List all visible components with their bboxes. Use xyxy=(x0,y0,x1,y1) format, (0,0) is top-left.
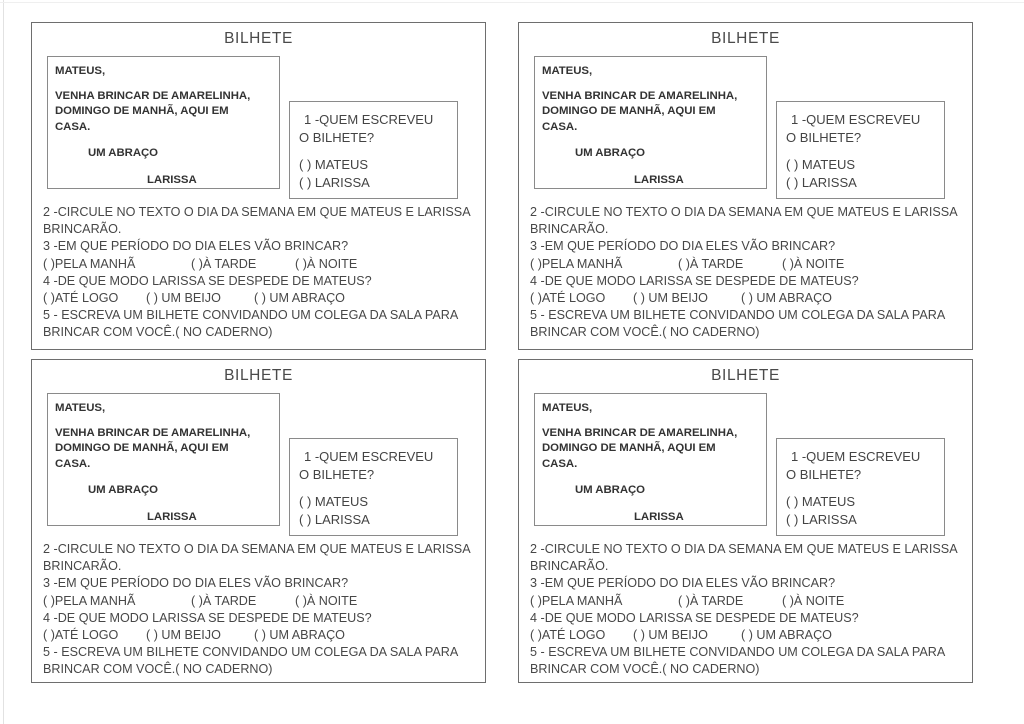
scan-edge-left xyxy=(3,0,4,724)
question-1-option-mateus[interactable]: ( ) MATEUS xyxy=(299,494,369,509)
question-1-prompt-line-1: 1 -QUEM ESCREVEU xyxy=(791,449,921,464)
question-1-prompt-line-1: 1 -QUEM ESCREVEU xyxy=(304,112,434,127)
question-1-options xyxy=(786,493,944,528)
question-1-option-larissa[interactable]: ( ) LARISSA xyxy=(786,511,857,527)
question-1-option-mateus[interactable]: ( ) MATEUS xyxy=(786,494,856,509)
question-5-line-2: BRINCAR COM VOCÊ.( NO CADERNO) xyxy=(43,662,273,677)
question-2-line-1: 2 -CIRCULE NO TEXTO O DIA DA SEMANA EM QUE MATEUS E LARISSA xyxy=(43,205,471,219)
question-2-line-2: BRINCARÃO. xyxy=(43,559,122,574)
worksheet-copy-bottom-left xyxy=(31,359,486,683)
question-4-option-um-beijo[interactable]: ( ) UM BEIJO xyxy=(146,291,221,306)
question-4-option-um-abraco[interactable]: ( ) UM ABRAÇO xyxy=(741,628,832,643)
page-title: BILHETE xyxy=(224,367,293,384)
question-3-option-manha[interactable]: ( )PELA MANHÃ xyxy=(43,256,136,271)
question-2-line-2: BRINCARÃO. xyxy=(43,222,122,237)
question-4-prompt: 4 -DE QUE MODO LARISSA SE DESPEDE DE MATEUS? xyxy=(530,273,859,288)
question-4-option-um-beijo[interactable]: ( ) UM BEIJO xyxy=(633,628,708,643)
question-3-options xyxy=(530,256,962,273)
letter-closing: UM ABRAÇO xyxy=(88,484,158,496)
question-5-line-1: 5 - ESCREVA UM BILHETE CONVIDANDO UM COLEGA DA SALA PARA xyxy=(530,645,946,660)
letter-body-line-3: CASA. xyxy=(542,120,578,133)
question-2-line-1: 2 -CIRCULE NO TEXTO O DIA DA SEMANA EM QUE MATEUS E LARISSA xyxy=(530,205,958,219)
letter-spacer xyxy=(55,135,279,146)
question-2-line-2: BRINCARÃO. xyxy=(530,559,609,574)
question-1-box xyxy=(289,438,458,536)
question-1-prompt-line-1: 1 -QUEM ESCREVEU xyxy=(304,449,434,464)
question-3-option-noite[interactable]: ( )À NOITE xyxy=(295,256,358,271)
question-5-line-2: BRINCAR COM VOCÊ.( NO CADERNO) xyxy=(43,325,273,340)
question-4-option-ate-logo[interactable]: ( )ATÉ LOGO xyxy=(43,291,119,306)
worksheet-copy-top-right xyxy=(518,22,973,350)
question-3-option-manha[interactable]: ( )PELA MANHÃ xyxy=(43,593,136,608)
page-title: BILHETE xyxy=(224,30,293,47)
letter-note-box xyxy=(47,56,280,189)
letter-body-line-3: CASA. xyxy=(542,457,578,470)
question-3-option-tarde[interactable]: ( )À TARDE xyxy=(678,256,744,271)
letter-signature: LARISSA xyxy=(147,510,197,523)
page-title: BILHETE xyxy=(711,367,780,384)
letter-salutation: MATEUS, xyxy=(55,65,106,77)
question-1-options xyxy=(299,156,457,191)
question-list xyxy=(530,541,962,679)
letter-note-box xyxy=(534,393,767,526)
letter-body-line-1: VENHA BRINCAR DE AMARELINHA, xyxy=(55,89,251,102)
question-5-line-1: 5 - ESCREVA UM BILHETE CONVIDANDO UM COLEGA DA SALA PARA xyxy=(530,308,946,323)
question-1-box xyxy=(776,101,945,199)
worksheet-copy-top-left xyxy=(31,22,486,350)
letter-spacer xyxy=(55,417,279,426)
question-4-option-um-abraco[interactable]: ( ) UM ABRAÇO xyxy=(741,291,832,306)
question-2-line-1: 2 -CIRCULE NO TEXTO O DIA DA SEMANA EM QUE MATEUS E LARISSA xyxy=(43,542,471,556)
question-3-option-tarde[interactable]: ( )À TARDE xyxy=(191,593,257,608)
letter-signature: LARISSA xyxy=(634,173,684,186)
question-list xyxy=(43,541,475,679)
letter-salutation: MATEUS, xyxy=(542,65,593,77)
letter-spacer xyxy=(55,499,279,510)
question-1-prompt-line-2: O BILHETE? xyxy=(299,467,375,482)
question-4-option-ate-logo[interactable]: ( )ATÉ LOGO xyxy=(43,628,119,643)
letter-spacer xyxy=(542,135,766,146)
letter-spacer xyxy=(542,499,766,510)
question-1-options xyxy=(299,493,457,528)
question-1-box xyxy=(289,101,458,199)
question-list xyxy=(530,204,962,342)
page-title: BILHETE xyxy=(711,30,780,47)
question-3-prompt: 3 -EM QUE PERÍODO DO DIA ELES VÃO BRINCAR? xyxy=(43,239,349,254)
question-3-prompt: 3 -EM QUE PERÍODO DO DIA ELES VÃO BRINCAR? xyxy=(530,576,836,591)
question-4-options xyxy=(43,290,475,307)
question-1-prompt-line-2: O BILHETE? xyxy=(786,467,862,482)
question-4-options xyxy=(530,290,962,307)
question-1-prompt-line-1: 1 -QUEM ESCREVEU xyxy=(791,112,921,127)
question-3-option-manha[interactable]: ( )PELA MANHÃ xyxy=(530,593,623,608)
letter-note-box xyxy=(534,56,767,189)
letter-body-line-2: DOMINGO DE MANHÃ, AQUI EM xyxy=(542,442,716,454)
question-1-option-mateus[interactable]: ( ) MATEUS xyxy=(786,157,856,172)
letter-closing: UM ABRAÇO xyxy=(575,484,645,496)
question-3-prompt: 3 -EM QUE PERÍODO DO DIA ELES VÃO BRINCAR? xyxy=(530,239,836,254)
question-1-prompt-line-2: O BILHETE? xyxy=(786,130,862,145)
question-4-option-um-abraco[interactable]: ( ) UM ABRAÇO xyxy=(254,291,345,306)
letter-body-line-1: VENHA BRINCAR DE AMARELINHA, xyxy=(55,426,251,439)
question-1-option-larissa[interactable]: ( ) LARISSA xyxy=(786,174,857,190)
letter-spacer xyxy=(542,472,766,483)
question-4-options xyxy=(43,627,475,644)
question-3-options xyxy=(43,256,475,273)
letter-spacer xyxy=(542,80,766,89)
letter-note-box xyxy=(47,393,280,526)
worksheet-copy-bottom-right xyxy=(518,359,973,683)
question-3-option-tarde[interactable]: ( )À TARDE xyxy=(678,593,744,608)
letter-signature: LARISSA xyxy=(634,510,684,523)
question-4-option-ate-logo[interactable]: ( )ATÉ LOGO xyxy=(530,291,606,306)
letter-salutation: MATEUS, xyxy=(542,402,593,414)
question-1-option-mateus[interactable]: ( ) MATEUS xyxy=(299,157,369,172)
letter-spacer xyxy=(55,162,279,173)
question-3-option-noite[interactable]: ( )À NOITE xyxy=(782,593,845,608)
question-5-line-2: BRINCAR COM VOCÊ.( NO CADERNO) xyxy=(530,325,760,340)
question-4-options xyxy=(530,627,962,644)
question-4-option-um-beijo[interactable]: ( ) UM BEIJO xyxy=(633,291,708,306)
question-1-option-larissa[interactable]: ( ) LARISSA xyxy=(299,511,370,527)
question-3-option-tarde[interactable]: ( )À TARDE xyxy=(191,256,257,271)
letter-body-line-1: VENHA BRINCAR DE AMARELINHA, xyxy=(542,89,738,102)
letter-signature: LARISSA xyxy=(147,173,197,186)
question-4-option-um-beijo[interactable]: ( ) UM BEIJO xyxy=(146,628,221,643)
question-4-prompt: 4 -DE QUE MODO LARISSA SE DESPEDE DE MATEUS? xyxy=(43,610,372,625)
question-1-options xyxy=(786,156,944,191)
question-3-options xyxy=(43,593,475,610)
letter-body-line-1: VENHA BRINCAR DE AMARELINHA, xyxy=(542,426,738,439)
question-1-prompt-line-2: O BILHETE? xyxy=(299,130,375,145)
question-4-option-ate-logo[interactable]: ( )ATÉ LOGO xyxy=(530,628,606,643)
question-3-prompt: 3 -EM QUE PERÍODO DO DIA ELES VÃO BRINCAR? xyxy=(43,576,349,591)
question-1-option-larissa[interactable]: ( ) LARISSA xyxy=(299,174,370,190)
letter-body-line-2: DOMINGO DE MANHÃ, AQUI EM xyxy=(542,105,716,117)
letter-body-line-2: DOMINGO DE MANHÃ, AQUI EM xyxy=(55,105,229,117)
question-3-options xyxy=(530,593,962,610)
letter-spacer xyxy=(542,417,766,426)
question-5-line-1: 5 - ESCREVA UM BILHETE CONVIDANDO UM COLEGA DA SALA PARA xyxy=(43,645,459,660)
question-3-option-noite[interactable]: ( )À NOITE xyxy=(782,256,845,271)
letter-body-line-2: DOMINGO DE MANHÃ, AQUI EM xyxy=(55,442,229,454)
question-4-prompt: 4 -DE QUE MODO LARISSA SE DESPEDE DE MATEUS? xyxy=(43,273,372,288)
letter-body-line-3: CASA. xyxy=(55,120,91,133)
question-4-prompt: 4 -DE QUE MODO LARISSA SE DESPEDE DE MATEUS? xyxy=(530,610,859,625)
question-list xyxy=(43,204,475,342)
question-3-option-manha[interactable]: ( )PELA MANHÃ xyxy=(530,256,623,271)
letter-closing: UM ABRAÇO xyxy=(575,147,645,159)
letter-spacer xyxy=(55,80,279,89)
question-5-line-2: BRINCAR COM VOCÊ.( NO CADERNO) xyxy=(530,662,760,677)
letter-spacer xyxy=(55,472,279,483)
question-4-option-um-abraco[interactable]: ( ) UM ABRAÇO xyxy=(254,628,345,643)
question-1-box xyxy=(776,438,945,536)
question-2-line-1: 2 -CIRCULE NO TEXTO O DIA DA SEMANA EM QUE MATEUS E LARISSA xyxy=(530,542,958,556)
letter-salutation: MATEUS, xyxy=(55,402,106,414)
scan-edge-top xyxy=(0,2,1024,3)
question-2-line-2: BRINCARÃO. xyxy=(530,222,609,237)
letter-spacer xyxy=(542,162,766,173)
letter-closing: UM ABRAÇO xyxy=(88,147,158,159)
question-5-line-1: 5 - ESCREVA UM BILHETE CONVIDANDO UM COLEGA DA SALA PARA xyxy=(43,308,459,323)
letter-body-line-3: CASA. xyxy=(55,457,91,470)
question-3-option-noite[interactable]: ( )À NOITE xyxy=(295,593,358,608)
